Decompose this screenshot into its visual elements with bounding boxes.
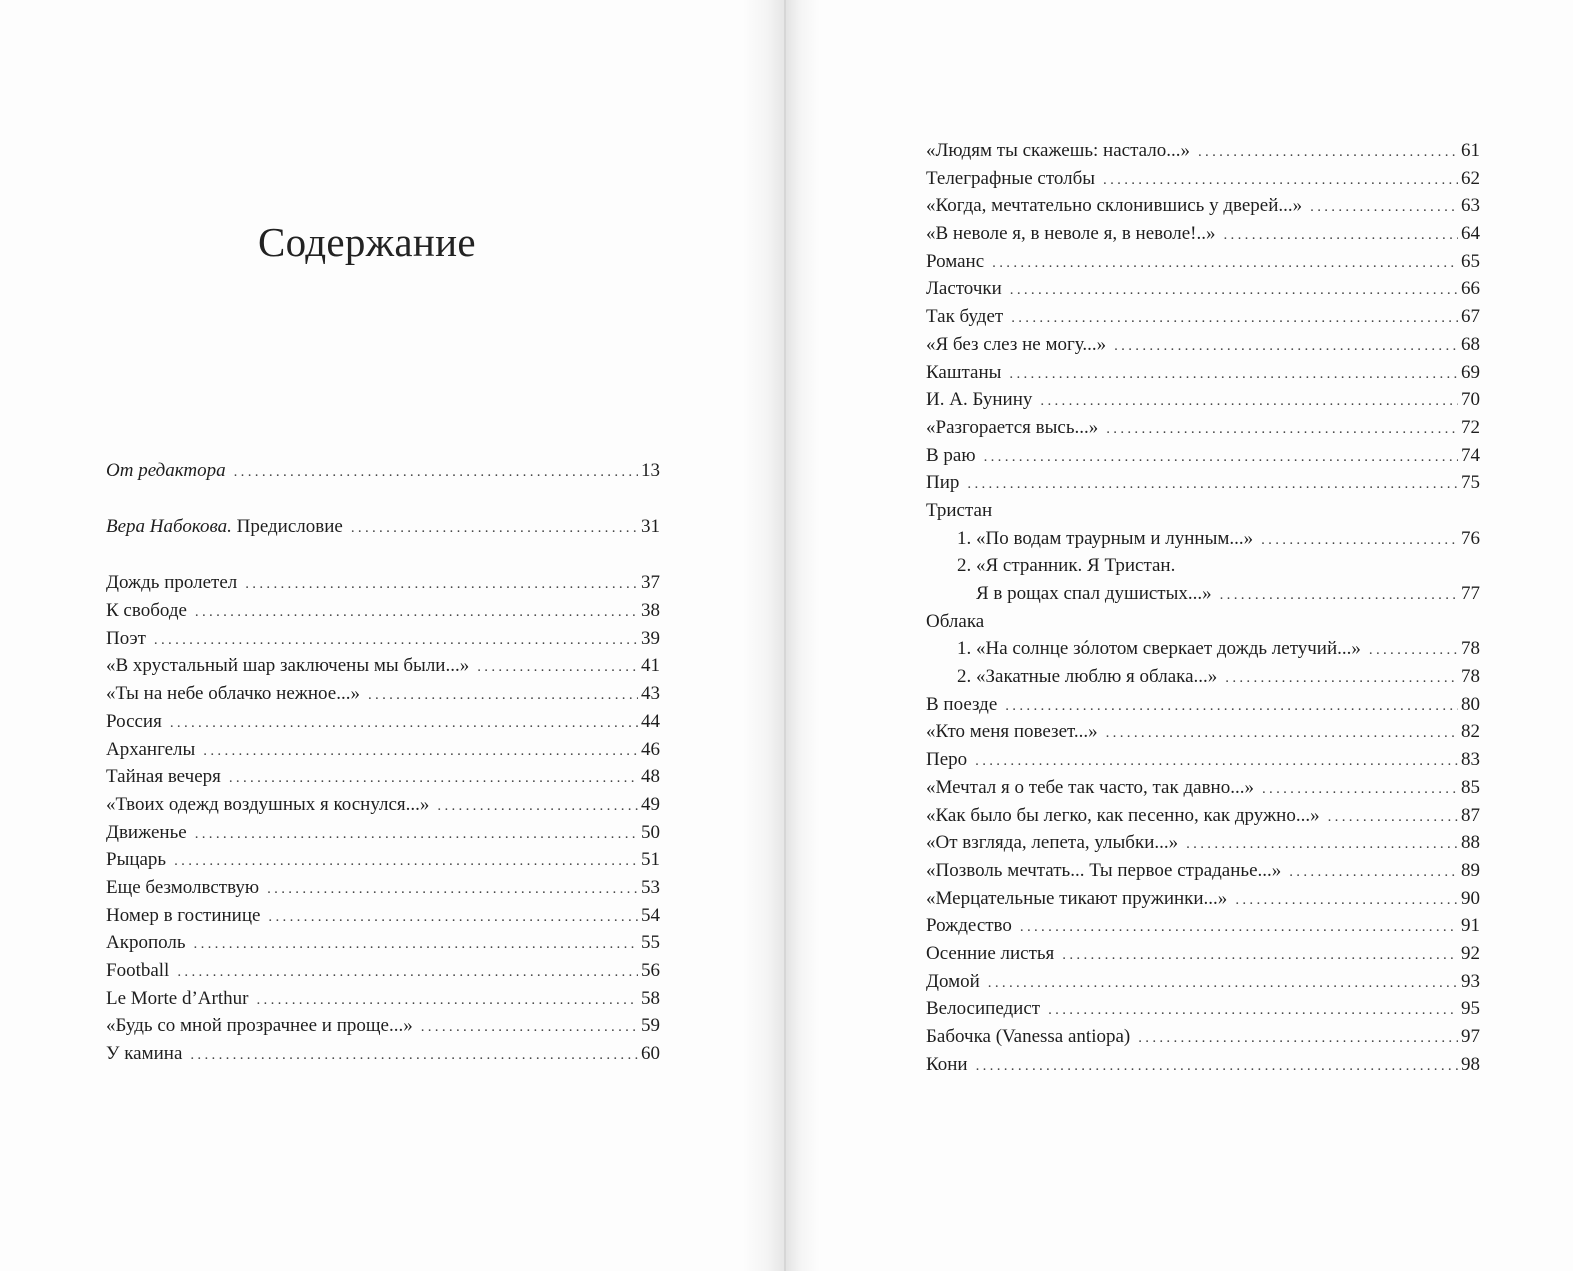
dot-leader	[1062, 942, 1458, 970]
toc-entry-title: Еще безмолвствую	[106, 876, 260, 898]
toc-entry-page: 69	[1461, 361, 1480, 383]
toc-entry[interactable]	[106, 985, 660, 1013]
toc-entry-title: Поэт	[106, 627, 146, 649]
toc-entry-page: 70	[1461, 389, 1480, 411]
toc-entry-page: 62	[1461, 167, 1480, 189]
toc-entry-title: 2. «Я странник. Я Тристан.	[957, 555, 1176, 577]
toc-entry-page: 39	[641, 627, 660, 649]
toc-entry-title: «В неволе я, в неволе я, в неволе!..»	[926, 223, 1216, 245]
toc-entry-title: Le Morte d’Arthur	[106, 987, 249, 1009]
toc-entry-title: Каштаны	[926, 361, 1002, 383]
toc-entry[interactable]	[926, 165, 1480, 193]
toc-right-page	[926, 137, 1480, 1078]
toc-entry-title: В раю	[926, 444, 976, 466]
toc-entry-title: Архангелы	[106, 738, 196, 760]
dot-leader	[1040, 388, 1458, 416]
dot-leader	[988, 970, 1458, 998]
toc-entry-title: «Я без слез не могу...»	[926, 333, 1107, 355]
toc-entry-title: Ласточки	[926, 278, 1002, 300]
toc-entry-title: «Как было бы легко, как песенно, как дружно...»	[926, 804, 1320, 826]
toc-entry-page: 13	[641, 460, 660, 481]
toc-entry[interactable]	[926, 802, 1480, 830]
toc-entry[interactable]	[926, 414, 1480, 442]
toc-entry-page: 66	[1461, 278, 1480, 300]
dot-leader	[256, 987, 638, 1015]
toc-entry-page: 77	[1461, 583, 1480, 604]
toc-entry[interactable]	[926, 691, 1480, 719]
toc-entry-page: 83	[1461, 749, 1480, 771]
toc-entry-title: Рождество	[926, 915, 1012, 937]
dot-leader	[1106, 720, 1458, 748]
toc-entry-page: 49	[641, 793, 660, 815]
toc-entry-page: 48	[641, 766, 660, 788]
toc-subentry[interactable]	[926, 663, 1480, 691]
toc-left-page	[106, 457, 660, 1068]
toc-entry[interactable]	[106, 1012, 660, 1040]
dot-leader	[967, 471, 1458, 499]
dot-leader	[195, 821, 638, 849]
toc-entry[interactable]	[926, 774, 1480, 802]
toc-entry[interactable]	[926, 746, 1480, 774]
toc-entry-page: 50	[641, 821, 660, 843]
toc-entry-page: 61	[1461, 140, 1480, 161]
toc-entry[interactable]	[926, 137, 1480, 165]
toc-entry[interactable]	[926, 885, 1480, 913]
toc-entry[interactable]	[106, 708, 660, 736]
toc-entry[interactable]	[926, 248, 1480, 276]
toc-entry-page: 91	[1461, 915, 1480, 937]
toc-entry-title: Романс	[926, 250, 985, 272]
dot-leader	[1005, 693, 1458, 721]
dot-leader	[976, 1053, 1458, 1081]
toc-entry[interactable]	[926, 469, 1480, 497]
dot-leader	[1009, 361, 1458, 389]
toc-entry[interactable]	[926, 912, 1480, 940]
dot-leader	[203, 738, 638, 766]
toc-entry-page: 87	[1461, 804, 1480, 826]
toc-entry-author: Вера Набокова.	[106, 516, 232, 538]
toc-entry-title: «В хрустальный шар заключены мы были...»	[106, 655, 470, 677]
toc-entry-title: Рыцарь	[106, 849, 167, 871]
toc-entry[interactable]	[926, 386, 1480, 414]
dot-leader	[190, 1042, 638, 1070]
toc-entry[interactable]	[106, 902, 660, 930]
dot-leader	[1106, 416, 1458, 444]
toc-entry-page: 98	[1461, 1053, 1480, 1075]
toc-entry-page: 63	[1461, 195, 1480, 217]
toc-entry-page: 78	[1461, 638, 1480, 660]
toc-entry-page: 93	[1461, 970, 1480, 992]
toc-entry-title: 1. «На солнце зóлотом сверкает дождь летучий...»	[957, 638, 1361, 660]
toc-entry-page: 78	[1461, 666, 1480, 688]
toc-subentry[interactable]	[926, 635, 1480, 663]
toc-entry-title: «Разгорается высь...»	[926, 416, 1099, 438]
toc-section-title: Тристан	[926, 499, 993, 521]
toc-entry-title: Россия	[106, 710, 162, 732]
toc-entry-title: 2. «Закатные люблю я облака...»	[957, 666, 1218, 688]
toc-entry[interactable]	[106, 680, 660, 708]
toc-entry-page: 89	[1461, 859, 1480, 881]
dot-leader	[1010, 277, 1458, 305]
toc-entry-title: «От взгляда, лепета, улыбки...»	[926, 832, 1179, 854]
toc-entry-page: 88	[1461, 832, 1480, 854]
toc-entry-title: Я в рощах спал душистых...»	[976, 583, 1212, 604]
toc-entry[interactable]	[926, 995, 1480, 1023]
page-title: Содержание	[258, 219, 476, 265]
toc-entry-title: Акрополь	[106, 932, 186, 954]
dot-leader	[984, 444, 1458, 472]
dot-leader	[992, 250, 1458, 278]
dot-leader	[174, 848, 638, 876]
toc-entry[interactable]	[106, 652, 660, 680]
toc-entry-preface[interactable]	[106, 513, 660, 541]
toc-entry-page: 75	[1461, 472, 1480, 494]
toc-entry-title: От редактора	[106, 460, 226, 481]
dot-leader	[229, 765, 638, 793]
dot-leader	[234, 459, 638, 487]
toc-entry-page: 60	[641, 1043, 660, 1065]
toc-entry[interactable]	[926, 303, 1480, 331]
toc-entry-title: «Людям ты скажешь: настало...»	[926, 140, 1190, 161]
toc-entry[interactable]	[106, 625, 660, 653]
toc-entry[interactable]	[926, 829, 1480, 857]
dot-leader	[1048, 997, 1458, 1025]
toc-entry-page: 41	[641, 655, 660, 677]
gutter-shadow-right	[786, 0, 820, 1271]
toc-entry[interactable]	[926, 1051, 1480, 1079]
dot-leader	[1262, 776, 1458, 804]
toc-entry[interactable]	[926, 359, 1480, 387]
toc-entry[interactable]	[926, 968, 1480, 996]
dot-leader	[1186, 831, 1458, 859]
toc-entry-editor[interactable]	[106, 457, 660, 485]
dot-leader	[1225, 665, 1458, 693]
toc-entry-title: Football	[106, 960, 170, 981]
toc-entry[interactable]	[926, 1023, 1480, 1051]
toc-entry-title: «Твоих одежд воздушных я коснулся...»	[106, 793, 430, 815]
toc-section-heading-oblaka[interactable]	[926, 608, 1480, 636]
toc-entry-title: «Будь со мной прозрачнее и проще...»	[106, 1015, 413, 1037]
toc-entry-title: Движенье	[106, 821, 187, 843]
toc-entry[interactable]	[106, 846, 660, 874]
toc-entry[interactable]	[106, 736, 660, 764]
toc-subentry[interactable]	[926, 580, 1480, 608]
toc-entry-page: 54	[641, 904, 660, 926]
toc-entry[interactable]	[106, 929, 660, 957]
toc-entry-title: Предисловие	[231, 516, 343, 538]
toc-section-title: Облака	[926, 610, 985, 632]
toc-entry-page: 67	[1461, 306, 1480, 328]
dot-leader	[1261, 527, 1458, 555]
dot-leader	[1114, 333, 1458, 361]
dot-leader	[1138, 1025, 1458, 1053]
toc-entry-page: 55	[641, 932, 660, 954]
toc-entry-title: Осенние листья	[926, 942, 1055, 964]
toc-entry-page: 68	[1461, 333, 1480, 355]
dot-leader	[195, 599, 638, 627]
toc-entry[interactable]	[926, 192, 1480, 220]
toc-entry[interactable]	[106, 791, 660, 819]
toc-entry-page: 43	[641, 683, 660, 705]
toc-entry-page: 44	[641, 710, 660, 732]
toc-entry-title: «Когда, мечтательно склонившись у дверей...»	[926, 195, 1303, 217]
toc-entry-page: 56	[641, 960, 660, 981]
dot-leader	[1310, 194, 1458, 222]
toc-entry-title: Так будет	[926, 306, 1004, 328]
dot-leader	[245, 571, 638, 599]
toc-entry[interactable]	[926, 857, 1480, 885]
toc-entry-page: 76	[1461, 527, 1480, 549]
toc-entry-title: «Кто меня повезет...»	[926, 721, 1098, 743]
toc-entry[interactable]	[106, 874, 660, 902]
dot-leader	[1369, 637, 1458, 665]
toc-entry-title: У камина	[106, 1043, 183, 1065]
toc-entry-title: Велосипедист	[926, 998, 1041, 1020]
toc-entry[interactable]	[926, 331, 1480, 359]
dot-leader	[194, 931, 638, 959]
toc-entry-title: Кони	[926, 1053, 968, 1075]
dot-leader	[1020, 914, 1458, 942]
dot-leader	[1103, 167, 1458, 195]
toc-entry[interactable]	[106, 957, 660, 985]
dot-leader	[1235, 887, 1458, 915]
toc-entry[interactable]	[926, 275, 1480, 303]
toc-entry-title: «Ты на небе облачко нежное...»	[106, 683, 360, 705]
dot-leader	[154, 627, 638, 655]
toc-section-heading-tristan[interactable]	[926, 497, 1480, 525]
dot-leader	[975, 748, 1458, 776]
dot-leader	[1289, 859, 1458, 887]
dot-leader	[1328, 804, 1458, 832]
toc-entry-title: К свободе	[106, 600, 187, 622]
dot-leader	[477, 654, 638, 682]
toc-entry[interactable]	[106, 819, 660, 847]
toc-entry-page: 64	[1461, 223, 1480, 245]
dot-leader	[421, 1014, 638, 1042]
toc-entry-page: 51	[641, 849, 660, 871]
toc-entry-title: Перо	[926, 749, 968, 771]
toc-entry[interactable]	[106, 597, 660, 625]
toc-entry-page: 85	[1461, 776, 1480, 798]
dot-leader	[268, 904, 638, 932]
toc-entry[interactable]	[926, 442, 1480, 470]
toc-entry-page: 82	[1461, 721, 1480, 743]
toc-entry-page: 72	[1461, 416, 1480, 438]
toc-entry-title: Телеграфные столбы	[926, 167, 1096, 189]
toc-entry-title: Бабочка (Vanessa antiopa)	[926, 1026, 1131, 1047]
toc-entry-page: 38	[641, 600, 660, 622]
toc-entry-title: «Мерцательные тикают пружинки...»	[926, 887, 1228, 909]
dot-leader	[267, 876, 638, 904]
toc-entry-page: 65	[1461, 250, 1480, 272]
toc-entry-page: 31	[641, 516, 660, 538]
toc-entry-page: 74	[1461, 444, 1480, 466]
toc-entry-title: «Позволь мечтать... Ты первое страданье...»	[926, 859, 1282, 881]
toc-entry-page: 59	[641, 1015, 660, 1037]
dot-leader	[1224, 222, 1459, 250]
gutter-shadow-left	[742, 0, 784, 1271]
toc-entry-page: 92	[1461, 942, 1480, 964]
toc-entry-title: Домой	[926, 970, 980, 992]
toc-entry[interactable]	[926, 718, 1480, 746]
toc-entry-page: 95	[1461, 998, 1480, 1020]
toc-entry-title: В поезде	[926, 693, 998, 715]
toc-entry-page: 46	[641, 738, 660, 760]
toc-entry-title: 1. «По водам траурным и лунным...»	[957, 527, 1254, 549]
toc-entry-page: 37	[641, 572, 660, 594]
dot-leader	[1220, 582, 1458, 610]
dot-leader	[351, 515, 638, 543]
dot-leader	[368, 682, 638, 710]
toc-entry-page: 53	[641, 876, 660, 898]
toc-entry[interactable]	[926, 940, 1480, 968]
dot-leader	[177, 959, 638, 987]
toc-entry-title: «Мечтал я о тебе так часто, так давно...»	[926, 776, 1254, 798]
toc-entry-title: Номер в гостинице	[106, 904, 261, 926]
toc-entry-title: Тайная вечеря	[106, 766, 221, 788]
toc-entry[interactable]	[106, 1040, 660, 1068]
dot-leader	[1198, 139, 1458, 167]
toc-subentry[interactable]	[926, 525, 1480, 553]
toc-entry-title: Пир	[926, 472, 960, 494]
toc-entry-page: 90	[1461, 887, 1480, 909]
toc-subentry-line[interactable]	[926, 552, 1480, 580]
toc-entry[interactable]	[926, 220, 1480, 248]
dot-leader	[170, 710, 638, 738]
toc-entry-title: И. А. Бунину	[926, 389, 1033, 411]
toc-entry-page: 80	[1461, 693, 1480, 715]
dot-leader	[1011, 305, 1458, 333]
toc-entry-title: Дождь пролетел	[106, 572, 238, 594]
dot-leader	[437, 793, 638, 821]
toc-entry-page: 97	[1461, 1026, 1480, 1047]
toc-entry[interactable]	[106, 763, 660, 791]
toc-entry[interactable]	[106, 569, 660, 597]
toc-entry-page: 58	[641, 987, 660, 1009]
